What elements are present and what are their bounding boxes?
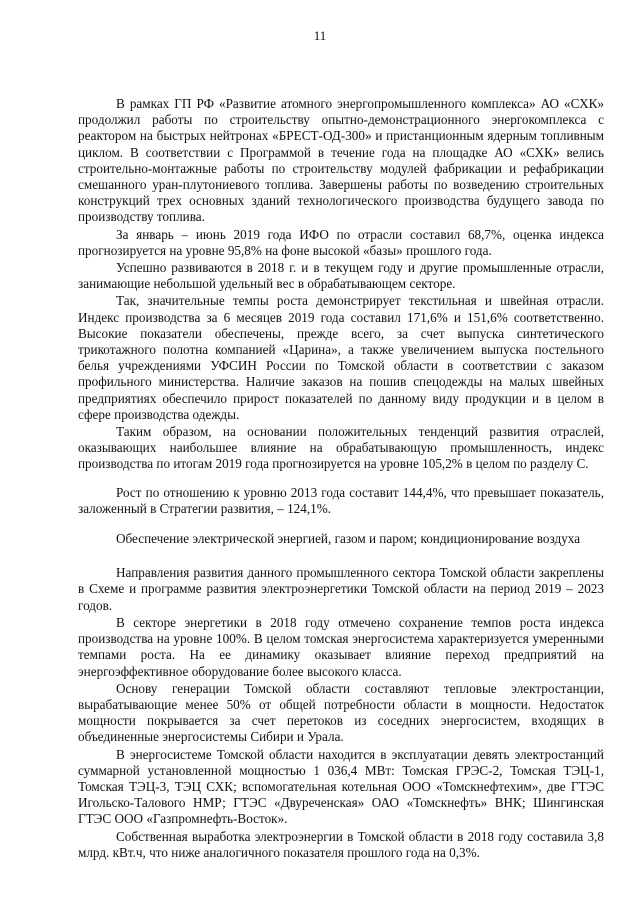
paragraph-ifo-jan-jun: За январь – июнь 2019 года ИФО по отрасли составил 68,7%, оценка индекса прогнозируется на уровне 95,8% на фоне высокой «базы» прошлого года. — [78, 226, 604, 258]
paragraph-generation-base: Основу генерации Томской области составляют тепловые электростанции, вырабатывающие менее 50% от общей потребности области в мощности. Недостаток мощности покрывается за счет перетоков из соседних энергосистем, входящих в объединенные энергосистемы Сибири и Урала. — [78, 680, 604, 745]
paragraph-other-industries: Успешно развиваются в 2018 г. и в текущем году и другие промышленные отрасли, занимающие небольшой удельный вес в обрабатывающем секторе. — [78, 260, 604, 292]
paragraph-power-plants: В энергосистеме Томской области находится в эксплуатации девять электростанций суммарной установленной мощностью 1 036,4 МВт: Томская ГРЭС-2, Томская ТЭЦ-1, Томская ТЭЦ-3, ТЭЦ СХК; вспомогательная котельная ООО «Томскнефтехим», две ГТЭС Игольско-Талового НМР; ГТЭС «Двуреченская» ОАО «Томскнефть» ВНК; Шингинская ГТЭС ООО «Газпромнефть-Восток». — [78, 746, 604, 827]
paragraph-energy-sector-2018: В секторе энергетики в 2018 году отмечено сохранение темпов роста индекса производства на уровне 100%. В целом томская энергосистема характеризуется умеренными темпами роста. На ее динамику оказывает влияние переход предприятий на энергоэффективное оборудование более высокого класса. — [78, 614, 604, 679]
page-body — [78, 96, 604, 862]
paragraph-growth-2013: Рост по отношению к уровню 2013 года составит 144,4%, что превышает показатель, заложенный в Стратегии развития, – 124,1%. — [78, 484, 604, 516]
page-number: 11 — [313, 28, 327, 43]
paragraph-textile-industry: Так, значительные темпы роста демонстрирует текстильная и швейная отрасли. Индекс производства за 6 месяцев 2019 года составил 171,6% и 151,6% соответственно. Высокие показатели обеспечены, прежде всего, за счет выпуска синтетического трикотажного полотна компанией «Царина», а также увеличением выпуска постельного белья учреждениями УФСИН России по Томской области в соответствии с заказом профильного министерства. Наличие заказов на пошив спецодежды на малых швейных предприятиях обеспечило прирост показателей по данному виду продукции и в целом в сфере производства одежды. — [78, 293, 604, 422]
paragraph-production-index: Таким образом, на основании положительных тенденций развития отраслей, оказывающих наибольшее влияние на обрабатывающую промышленность, индекс производства по итогам 2019 года прогнозируется на уровне 105,2% в целом по разделу С. — [78, 424, 604, 472]
paragraph-own-generation: Собственная выработка электроэнергии в Томской области в 2018 году составила 3,8 млрд. кВт.ч, что ниже аналогичного показателя прошлого года на 0,3%. — [78, 828, 604, 860]
paragraph-development-directions: Направления развития данного промышленного сектора Томской области закреплены в Схеме и программе развития электроэнергетики Томской области на период 2019 – 2023 годов. — [78, 565, 604, 613]
section-heading: Обеспечение электрической энергией, газом и паром; кондиционирование воздуха — [116, 531, 581, 547]
paragraph-brest-project: В рамках ГП РФ «Развитие атомного энергопромышленного комплекса» АО «СХК» продолжил работы по строительству опытно-демонстрационного энергокомплекса с реактором на быстрых нейтронах «БРЕСТ-ОД-300» и пристанционным ядерным топливным циклом. В соответствии с Программой в течение года на площадке АО «СХК» велись строительно-монтажные работы по строительству модулей фабрикации и рефабрикации смешанного уран-плутониевого топлива. Завершены работы по возведению строительных конструкций трех основных зданий технологического производства будущего завода по производству топлива. — [78, 96, 604, 225]
